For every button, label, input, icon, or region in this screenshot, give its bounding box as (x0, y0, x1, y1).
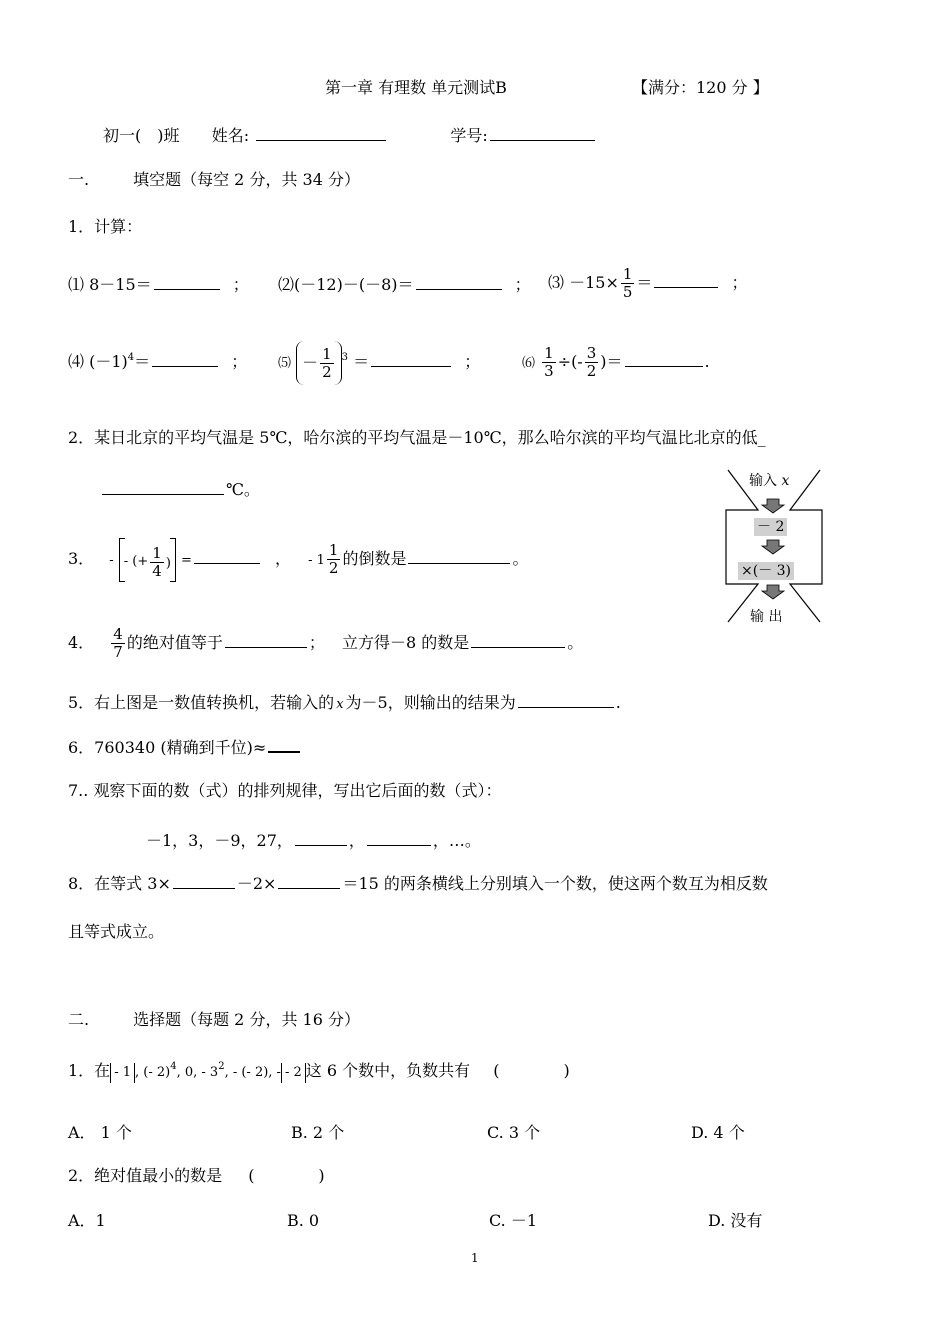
answer-blank[interactable] (471, 631, 565, 648)
q1-label: 1．计算： (68, 217, 143, 236)
answer-blank[interactable] (518, 691, 614, 708)
q7-text: 7.. 观察下面的数（式）的排列规律，写出它后面的数（式）： (68, 781, 502, 800)
answer-blank[interactable] (152, 350, 218, 367)
fraction: $\frac{1}{5}$ (622, 265, 633, 301)
q2-text: 2．某日北京的平均气温是 5℃，哈尔滨的平均气温是－10℃，那么哈尔滨的平均气温比北京的低_ (68, 428, 766, 447)
q2-answer: ℃。 (100, 478, 260, 500)
parenthesis: － $\frac{1}{2}$ (296, 341, 342, 385)
s2-q2-option-a[interactable]: A．1 (68, 1211, 106, 1230)
converter-outline (722, 466, 826, 626)
q1-part4: ⑷ $(-1)^4=$ ； (68, 352, 248, 371)
answer-blank[interactable] (173, 872, 235, 889)
s2-q2-option-b[interactable]: B. 0 (287, 1211, 320, 1230)
converter-output-label: 输 出 (750, 609, 783, 625)
q5-text: 5．右上图是一数值转换机，若输入的 x 为－5，则输出的结果为 . (68, 693, 621, 712)
q7-sequence: －1，3，－9，27， ， ，…。 (146, 831, 481, 850)
page-number: 1 (471, 1251, 479, 1265)
s2-q1-text: 1．在 - 1 , (- 2)$^4$, 0, - $3^2$, - (- 2), - - 2 这 6 个数中，负数共有 ( ) (68, 1050, 570, 1094)
s2-q2-option-d[interactable]: D. 没有 (708, 1211, 763, 1230)
converter-op-subtract: － 2 (754, 518, 787, 536)
arrow-down-icon (762, 499, 784, 513)
section1-heading: 一. 填空题（每空 2 分，共 34 分） (68, 170, 360, 189)
answer-blank[interactable] (408, 547, 510, 564)
answer-blank[interactable] (371, 350, 451, 367)
q1-part6: ⑹ $\frac{1}{3}$ ÷(- $\frac{3}{2}$ )＝ . (522, 344, 710, 380)
id-label: 学号: (450, 126, 488, 145)
arrow-down-icon (762, 540, 784, 554)
answer-blank[interactable] (225, 631, 307, 648)
student-info (103, 124, 597, 146)
s2-q1-option-c[interactable]: C. 3 个 (487, 1123, 541, 1142)
answer-blank[interactable] (654, 271, 718, 288)
bracket: - (+ $\frac{1}{4}$ ) (119, 538, 176, 582)
answer-blank[interactable] (268, 735, 300, 753)
s2-q1-option-b[interactable]: B. 2 个 (291, 1123, 345, 1142)
answer-blank[interactable] (154, 273, 220, 290)
answer-blank[interactable] (278, 872, 340, 889)
q1-part5: ⑸ － $\frac{1}{2}$ $^3$ ＝ ； (278, 340, 480, 386)
q4-text: 4． $\frac{4}{7}$ 的绝对值等于 ； 立方得－8 的数是 。 (68, 625, 584, 661)
section2-heading: 二. 选择题（每题 2 分，共 16 分） (68, 1010, 360, 1029)
q1-part2: ⑵(－12)－(－8)＝ ； (278, 275, 531, 294)
answer-paren[interactable]: ( ) (248, 1166, 325, 1185)
s2-q2-option-c[interactable]: C. －1 (489, 1211, 538, 1230)
q3-text: 3． - - (+ $\frac{1}{4}$ ) = ， - 1 $\frac{1}{2}$ 的倒数是 。 (68, 535, 528, 585)
q6-text: 6．760340 (精确到千位)≈ (68, 735, 302, 758)
answer-blank[interactable] (416, 273, 502, 290)
answer-blank[interactable] (625, 350, 703, 367)
s2-q1-option-d[interactable]: D. 4 个 (691, 1123, 745, 1142)
s2-q1-option-a[interactable]: A． 1 个 (68, 1123, 132, 1142)
full-score: 【满分：120 分 】 (632, 78, 769, 97)
answer-paren[interactable]: ( ) (493, 1061, 570, 1080)
name-label: 姓名: (211, 126, 250, 145)
page-title: 第一章 有理数 单元测试B (325, 78, 507, 97)
converter-input-label: 输入 x (749, 473, 790, 489)
converter-op-multiply: ×(－ 3) (738, 562, 794, 580)
q8-text: 8．在等式 3× －2× ＝15 的两条横线上分别填入一个数，使这两个数互为相反数 (68, 874, 768, 893)
name-blank[interactable] (256, 124, 386, 141)
q8-text-cont: 且等式成立。 (68, 922, 165, 941)
id-blank[interactable] (490, 124, 595, 141)
s2-q2-text: 2．绝对值最小的数是 ( ) (68, 1166, 325, 1185)
answer-blank[interactable] (295, 829, 347, 846)
arrow-down-icon (762, 585, 784, 599)
q1-part1: ⑴ 8－15＝ ； (68, 275, 249, 294)
number-converter-diagram (722, 466, 826, 626)
answer-blank[interactable] (102, 478, 224, 495)
q1-part3: ⑶ －15× $\frac{1}{5}$ ＝ ； (548, 265, 748, 301)
answer-blank[interactable] (194, 547, 260, 564)
answer-blank[interactable] (367, 829, 431, 846)
class-label: 初一( )班 (103, 126, 180, 145)
